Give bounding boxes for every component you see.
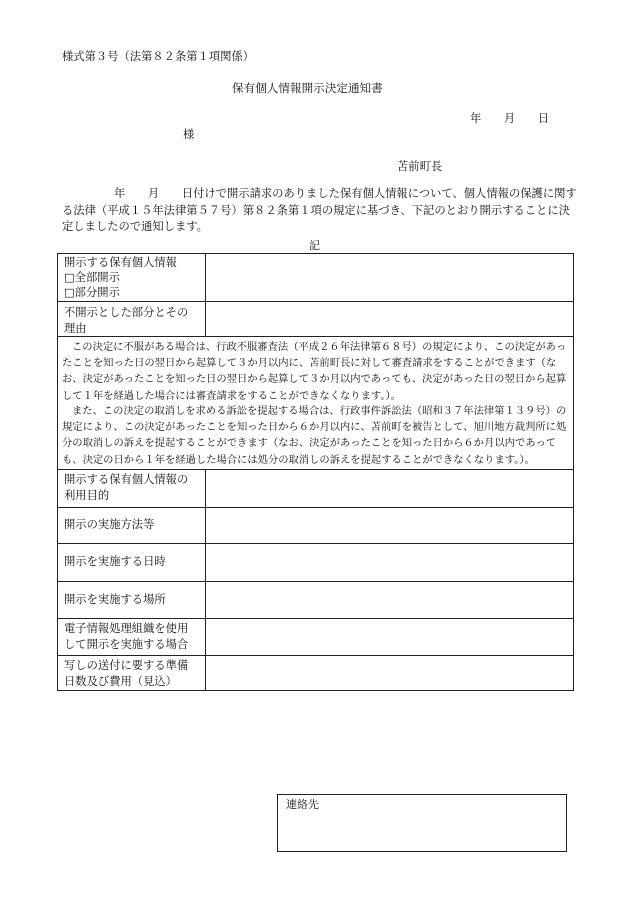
- document-title: 保有個人情報開示決定通知書: [232, 81, 383, 95]
- row-label-disclosed-info: 開示する保有個人情報: [64, 256, 177, 269]
- contact-box[interactable]: [277, 794, 567, 852]
- field-datetime[interactable]: [207, 545, 570, 580]
- notification-paragraph: 年 月 日付けで開示請求のありました保有個人情報について、個人情報の保護に関する法律（平成１５年法律第５７号）第８２条第１項の規定に基づき、下記のとおり開示することに決定しましたので通知します。: [62, 187, 577, 233]
- row-divider: [58, 469, 573, 470]
- row-label-copy-cost-line2: 日数及び費用（見込）: [64, 675, 177, 688]
- form-number: 様式第３号（法第８２条第１項関係）: [62, 50, 255, 63]
- row-label-datetime: 開示を実施する日時: [64, 555, 166, 568]
- field-copy-cost[interactable]: [207, 657, 570, 690]
- field-purpose[interactable]: [207, 471, 570, 506]
- row-label-purpose: 開示する保有個人情報の: [64, 473, 189, 486]
- appeal-notice-paragraph-1: この決定に不服がある場合は、行政不服審査法（平成２６年法律第６８号）の規定により、この決定があったことを知った日の翌日から起算して３か月以内に、苫前町長に対して審査請求をすることができます（なお、決定があったことを知った日の翌日から起算して３か月以内であっても、決定があった日の翌日から起算して１年を経過した場合には審査請求をすることができなくなります。）。: [62, 341, 567, 402]
- row-label-method: 開示の実施方法等: [64, 518, 155, 531]
- field-method[interactable]: [207, 509, 570, 542]
- ki-label: 記: [309, 239, 320, 252]
- row-label-nondisclosure-line2: 理由: [64, 322, 87, 335]
- row-divider: [58, 336, 573, 337]
- appeal-notice-paragraph-2: また、この決定の取消しを求める訴訟を提起する場合は、行政事件訴訟法（昭和３７年法律第１３９号）の規定により、この決定があったことを知った日から６か月以内に、苫前町を被告として、旭川地方裁判所に処分の取消しの訴えを提起することができます（なお、決定があったことを知った日から６か月以内であっても、決定の日から１年を経過した場合には処分の取消しの訴えを提起することができなくなります。）。: [62, 405, 567, 466]
- checkbox-partial-disclosure[interactable]: □部分開示: [64, 286, 120, 299]
- checkbox-full-disclosure[interactable]: □全部開示: [64, 271, 120, 284]
- field-nondisclosure-reason[interactable]: [207, 303, 570, 335]
- row-divider: [58, 301, 573, 302]
- contact-label: 連絡先: [286, 798, 319, 811]
- issuer-name: 苫前町長: [397, 160, 443, 173]
- disclosure-form-table: [57, 253, 574, 691]
- field-disclosed-info[interactable]: [207, 255, 570, 299]
- row-divider: [58, 581, 573, 582]
- column-divider: [205, 254, 206, 336]
- addressee-suffix: 様: [183, 128, 195, 141]
- field-place[interactable]: [207, 583, 570, 617]
- row-label-purpose-line2: 利用目的: [64, 489, 110, 502]
- row-divider: [58, 543, 573, 544]
- row-label-copy-cost: 写しの送付に要する準備: [64, 659, 189, 672]
- row-divider: [58, 507, 573, 508]
- row-label-electronic: 電子情報処理組織を使用: [64, 622, 189, 635]
- row-label-nondisclosure: 不開示とした部分とその: [64, 306, 189, 319]
- row-divider: [58, 618, 573, 619]
- row-divider: [58, 655, 573, 656]
- date-line: 年 月 日: [470, 112, 550, 125]
- row-label-electronic-line2: して開示を実施する場合: [64, 638, 189, 651]
- column-divider: [205, 469, 206, 691]
- row-label-place: 開示を実施する場所: [64, 593, 166, 606]
- field-electronic[interactable]: [207, 620, 570, 654]
